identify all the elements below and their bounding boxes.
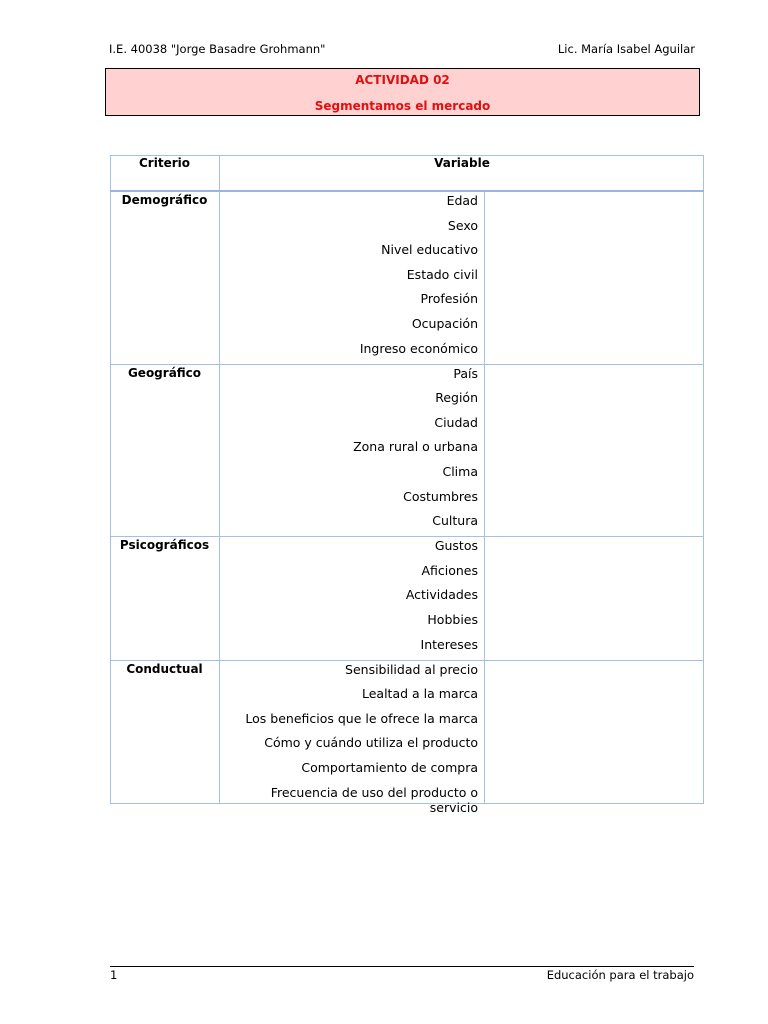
variable-label: Región xyxy=(435,390,478,406)
column-header-criterio: Criterio xyxy=(139,156,190,170)
variable-label: Edad xyxy=(446,193,478,208)
variable-label: Cultura xyxy=(432,513,478,529)
variable-label: Nivel educativo xyxy=(381,242,478,258)
criterio-label: Demográfico xyxy=(121,193,208,207)
variable-label: Ciudad xyxy=(434,414,478,430)
footer-rule xyxy=(110,966,694,967)
variable-label: Frecuencia de uso del producto o servicio xyxy=(270,784,478,815)
segmentation-table xyxy=(110,155,704,815)
header-separator xyxy=(110,190,704,192)
variable-label: País xyxy=(453,365,478,381)
criterio-label: Conductual xyxy=(126,661,203,676)
group-separator xyxy=(110,660,704,661)
variable-label: Zona rural o urbana xyxy=(353,439,478,455)
variable-label: Ocupación xyxy=(411,316,478,331)
column-header-variable: Variable xyxy=(434,156,490,170)
variable-label: Costumbres xyxy=(403,488,478,504)
variable-label: Los beneficios que le ofrece la marca xyxy=(245,710,478,726)
variable-label: Sexo xyxy=(447,217,478,233)
header-teacher-name: Lic. María Isabel Aguilar xyxy=(557,42,695,56)
activity-subtitle: Segmentamos el mercado xyxy=(314,99,491,113)
variable-label: Actividades xyxy=(405,587,478,603)
variable-label: Aficiones xyxy=(421,562,478,578)
group-separator xyxy=(110,536,704,537)
activity-title-box xyxy=(105,68,700,116)
criterio-label: Geográfico xyxy=(127,365,202,380)
variable-label: Sensibilidad al precio xyxy=(345,661,478,677)
footer-course-name: Educación para el trabajo xyxy=(546,968,694,982)
variable-label: Hobbies xyxy=(427,612,478,627)
criterio-label: Psicográficos xyxy=(119,538,210,553)
variable-label: Cómo y cuándo utiliza el producto xyxy=(264,735,478,751)
header-school-name: I.E. 40038 "Jorge Basadre Grohmann" xyxy=(109,42,326,56)
variable-label: Gustos xyxy=(434,538,478,554)
variable-label: Clima xyxy=(442,464,478,479)
page-number: 1 xyxy=(110,968,118,982)
variable-label: Comportamiento de compra xyxy=(301,760,478,775)
variable-label: Intereses xyxy=(420,636,478,652)
variable-label: Ingreso económico xyxy=(359,340,478,356)
column-divider xyxy=(484,190,485,804)
variable-label: Profesión xyxy=(420,291,478,307)
variable-label: Estado civil xyxy=(406,266,478,282)
activity-number: ACTIVIDAD 02 xyxy=(355,73,450,87)
group-separator xyxy=(110,364,704,365)
variable-label: Lealtad a la marca xyxy=(361,686,478,702)
